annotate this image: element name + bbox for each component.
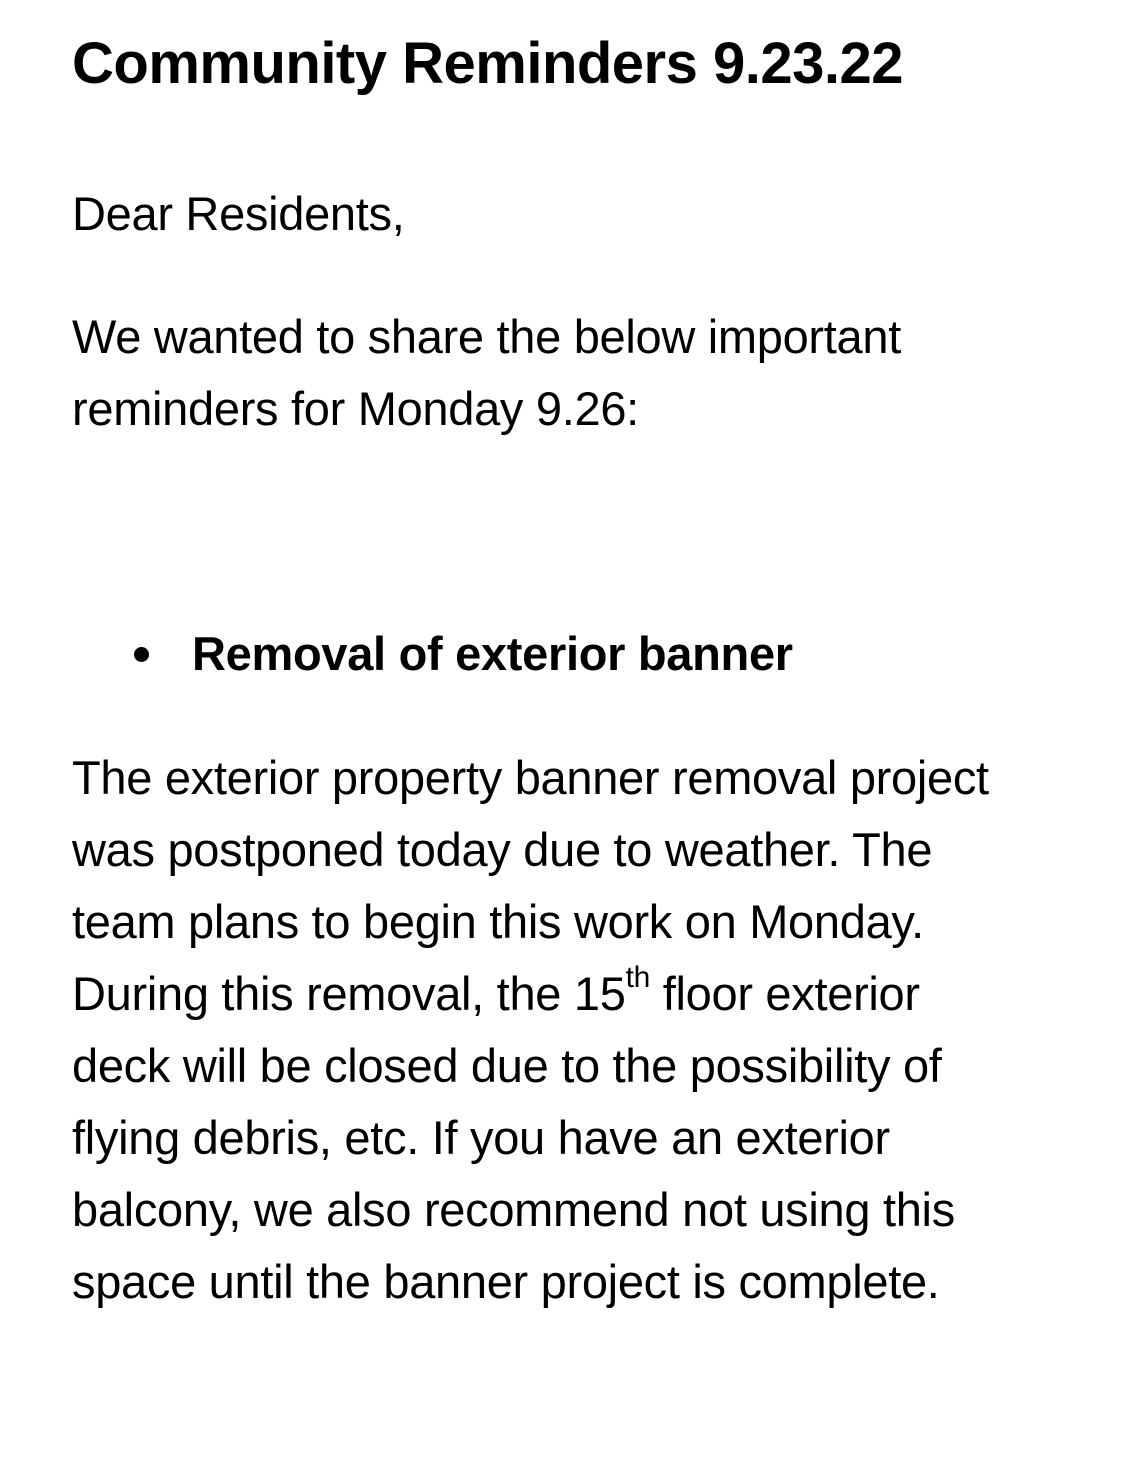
body-text-segment: floor exterior bbox=[649, 967, 920, 1020]
ordinal-suffix: th bbox=[625, 961, 650, 995]
intro-line: reminders for Monday 9.26: bbox=[72, 382, 639, 435]
body-paragraph bbox=[72, 742, 1112, 1318]
reminder-list bbox=[134, 618, 793, 690]
intro-line: We wanted to share the below important bbox=[72, 310, 901, 363]
body-text-segment: During this removal, the 15 bbox=[72, 967, 626, 1020]
document-title: Community Reminders 9.23.22 bbox=[72, 31, 904, 96]
intro-paragraph bbox=[72, 301, 1072, 445]
body-line: deck will be closed due to the possibility of bbox=[72, 1039, 942, 1092]
body-line: flying debris, etc. If you have an exterior bbox=[72, 1111, 890, 1164]
bullet-icon bbox=[134, 647, 149, 662]
body-line: balcony, we also recommend not using this bbox=[72, 1183, 955, 1236]
list-item bbox=[134, 618, 793, 690]
body-line bbox=[72, 958, 1112, 1030]
body-line: space until the banner project is complete. bbox=[72, 1255, 940, 1308]
body-line: team plans to begin this work on Monday. bbox=[72, 895, 924, 948]
list-item-label: Removal of exterior banner bbox=[192, 627, 793, 680]
body-line: was postponed today due to weather. The bbox=[72, 823, 933, 876]
body-line: The exterior property banner removal project bbox=[72, 751, 989, 804]
greeting: Dear Residents, bbox=[72, 187, 405, 240]
